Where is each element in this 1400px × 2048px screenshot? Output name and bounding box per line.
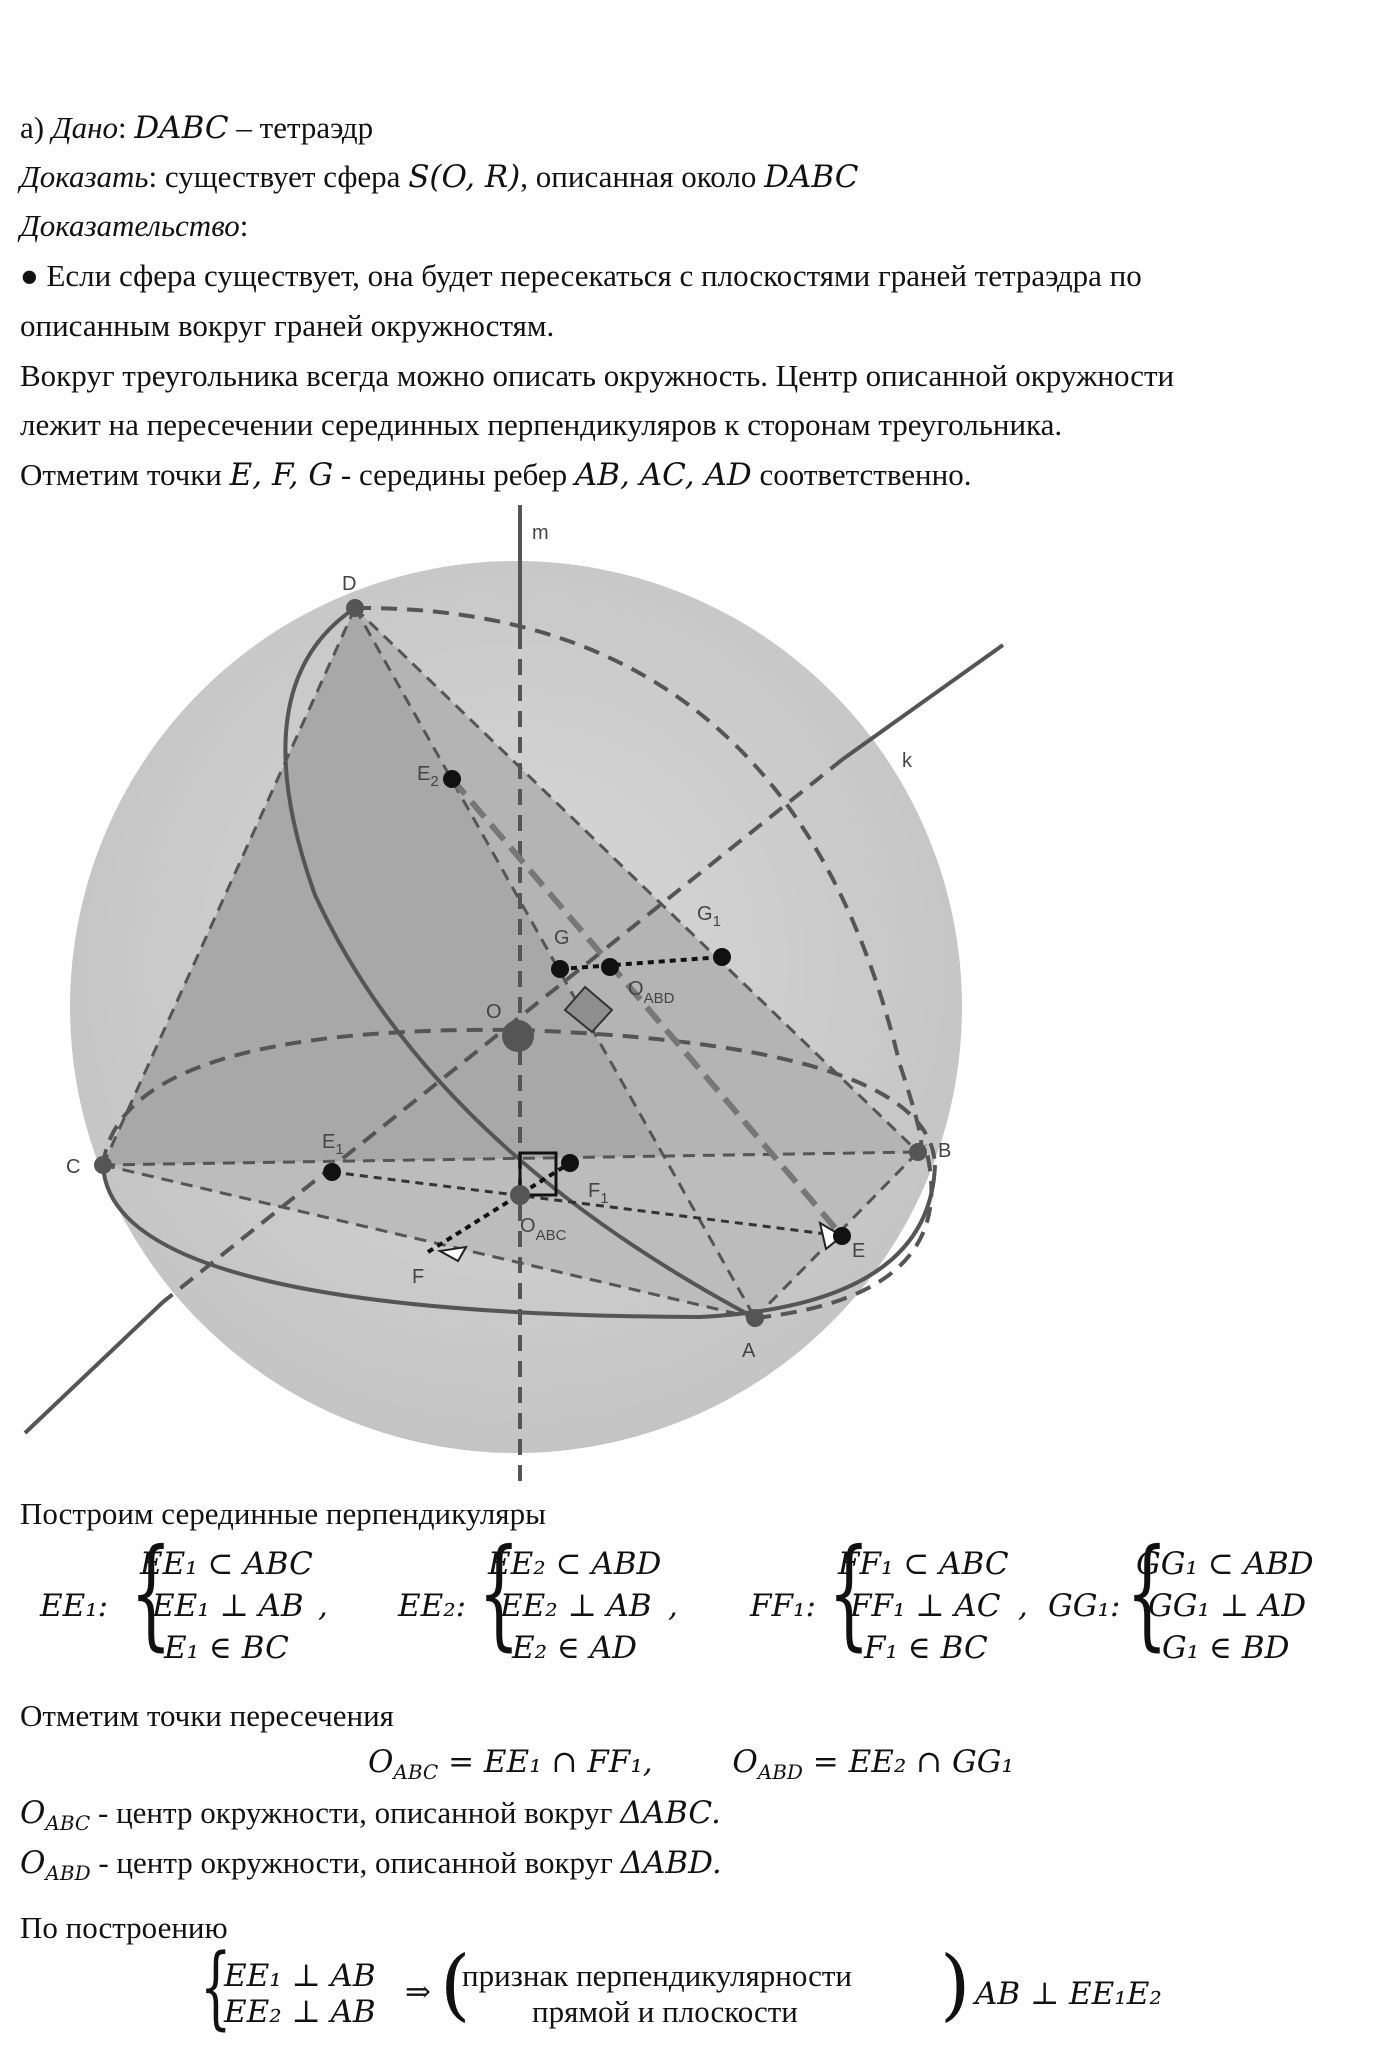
p5-text-c: - середины ребер xyxy=(333,457,575,492)
brace: { xyxy=(478,1524,520,1663)
o-symbol: O xyxy=(20,1845,46,1881)
build-heading: Построим серединные перпендикуляры xyxy=(20,1496,546,1531)
o-symbol: O xyxy=(368,1744,394,1780)
brace: { xyxy=(1126,1524,1168,1663)
point-o-abd xyxy=(601,958,619,976)
system-row: G₁ ∈ BD xyxy=(1162,1630,1290,1666)
given-line xyxy=(20,108,373,148)
o-abd-line xyxy=(20,1843,722,1893)
paragraph-1: ● Если сфера существует, она будет пересекаться с плоскостями граней тетраэдра по xyxy=(20,258,1142,293)
label-o-abd: $O_{ABD}$ xyxy=(628,978,675,1007)
prove-label: Доказать xyxy=(20,159,149,194)
system-row: EE₂ ⊥ AB xyxy=(500,1588,652,1624)
o-abc-triangle: ΔABC. xyxy=(620,1795,721,1831)
o-subscript: ABC xyxy=(393,1760,439,1785)
system-sep: , xyxy=(1018,1588,1028,1624)
label-f: F xyxy=(412,1266,425,1288)
o-symbol: O xyxy=(20,1795,46,1831)
system-row: FF₁ ⊥ AC xyxy=(850,1588,1001,1624)
label-e2: $E_2$ xyxy=(417,763,439,790)
point-o-abc xyxy=(510,1185,530,1205)
point-c xyxy=(94,1156,112,1174)
system-name: EE₂: xyxy=(398,1588,467,1624)
system-row: EE₁ ⊂ ABC xyxy=(140,1546,313,1582)
point-g xyxy=(551,960,569,978)
label-k: k xyxy=(902,750,912,772)
point-e1 xyxy=(323,1163,341,1181)
system-row: FF₁ ⊂ ABC xyxy=(838,1546,1009,1582)
prove-sphere: S(O, R) xyxy=(408,159,521,195)
system-row: EE₁ ⊥ AB xyxy=(224,1958,376,1994)
label-m: m xyxy=(532,522,549,544)
label-f1: $F_1$ xyxy=(588,1180,609,1207)
implies-arrow: ⇒ xyxy=(405,1974,431,2010)
given-colon: : xyxy=(117,110,135,145)
system-row: GG₁ ⊂ ABD xyxy=(1136,1546,1314,1582)
o-subscript: ABC xyxy=(45,1811,91,1836)
o-abd-text: - центр окружности, описанной вокруг xyxy=(90,1845,621,1880)
label-o: O xyxy=(486,1001,502,1023)
label-e: E xyxy=(852,1240,866,1262)
intersections-formula xyxy=(368,1744,1014,1784)
point-b xyxy=(909,1143,927,1161)
o-abc-equation: = EE₁ ∩ FF₁, xyxy=(438,1744,653,1780)
mark-heading: Отметим точки пересечения xyxy=(20,1698,394,1733)
point-g1 xyxy=(713,948,731,966)
label-c: C xyxy=(66,1156,81,1178)
system-row: E₂ ∈ AD xyxy=(512,1630,637,1666)
system-sep: , xyxy=(668,1588,678,1624)
label-g: G xyxy=(554,927,570,949)
right-paren: ) xyxy=(940,1940,971,2030)
label-g1: $G_1$ xyxy=(697,903,721,930)
system-row: EE₂ ⊥ AB xyxy=(224,1994,376,2030)
point-d xyxy=(346,599,364,617)
given-label: Дано xyxy=(51,110,118,145)
o-symbol: O xyxy=(732,1744,758,1780)
tetrahedron-sphere-figure xyxy=(0,505,1010,1495)
proof-label: Доказательство xyxy=(20,208,240,243)
item-letter: а) xyxy=(20,110,52,145)
paragraph-5 xyxy=(20,455,971,495)
o-abd-triangle: ΔABD. xyxy=(620,1845,722,1881)
o-subscript: ABD xyxy=(45,1861,91,1886)
point-e2 xyxy=(443,770,461,788)
p5-text-a: Отметим точки xyxy=(20,457,230,492)
o-abc-line xyxy=(20,1793,721,1843)
label-d: D xyxy=(342,573,357,595)
brace: { xyxy=(130,1524,172,1663)
point-o xyxy=(502,1020,534,1052)
system-row: F₁ ∈ BC xyxy=(864,1630,988,1666)
prove-object: DABC xyxy=(764,159,859,195)
system-sep: , xyxy=(318,1588,328,1624)
o-abc-text: - центр окружности, описанной вокруг xyxy=(90,1795,621,1830)
brace: { xyxy=(828,1524,870,1663)
prove-text-2: , описанная около xyxy=(520,159,765,194)
o-subscript: ABD xyxy=(757,1760,803,1785)
proof-colon: : xyxy=(239,208,249,243)
p5-text-e: соответственно. xyxy=(751,457,972,492)
system-row: GG₁ ⊥ AD xyxy=(1148,1588,1307,1624)
criterion-line-2: прямой и плоскости xyxy=(532,1994,798,2029)
system-row: E₁ ∈ BC xyxy=(164,1630,289,1666)
system-row: EE₁ ⊥ AB xyxy=(152,1588,304,1624)
proof-line xyxy=(20,206,248,246)
prove-line xyxy=(20,157,858,197)
system-name: GG₁: xyxy=(1048,1588,1121,1624)
system-name: FF₁: xyxy=(750,1588,816,1624)
given-rest: – тетраэдр xyxy=(228,110,374,145)
o-abd-equation: = EE₂ ∩ GG₁ xyxy=(802,1744,1014,1780)
conclusion: AB ⊥ EE₁E₂ xyxy=(975,1976,1162,2012)
paragraph-3: Вокруг треугольника всегда можно описать окружность. Центр описанной окружности xyxy=(20,358,1175,393)
paragraph-4: лежит на пересечении серединных перпендикуляров к сторонам треугольника. xyxy=(20,407,1063,442)
label-b: B xyxy=(938,1140,952,1162)
criterion-line-1: признак перпендикулярности xyxy=(462,1958,852,1993)
p5-points: E, F, G xyxy=(229,457,334,493)
p5-edges: AB, AC, AD xyxy=(574,457,752,493)
point-f1 xyxy=(561,1154,579,1172)
given-object: DABC xyxy=(134,110,229,146)
point-a xyxy=(746,1309,764,1327)
paragraph-2: описанным вокруг граней окружностям. xyxy=(20,308,555,343)
line-k-solid-top xyxy=(843,645,1003,759)
label-e1: $E_1$ xyxy=(322,1131,344,1158)
brace: { xyxy=(200,1935,232,2040)
system-name: EE₁: xyxy=(40,1588,109,1624)
system-row: EE₂ ⊂ ABD xyxy=(488,1546,662,1582)
label-a: A xyxy=(742,1340,756,1362)
label-o-abc: $O_{ABC}$ xyxy=(520,1215,567,1244)
by-construction-heading: По построению xyxy=(20,1910,228,1945)
prove-text: : существует сфера xyxy=(148,159,409,194)
line-k-solid-bottom xyxy=(25,1302,163,1433)
left-paren: ( xyxy=(440,1940,471,2030)
point-e xyxy=(833,1227,851,1245)
